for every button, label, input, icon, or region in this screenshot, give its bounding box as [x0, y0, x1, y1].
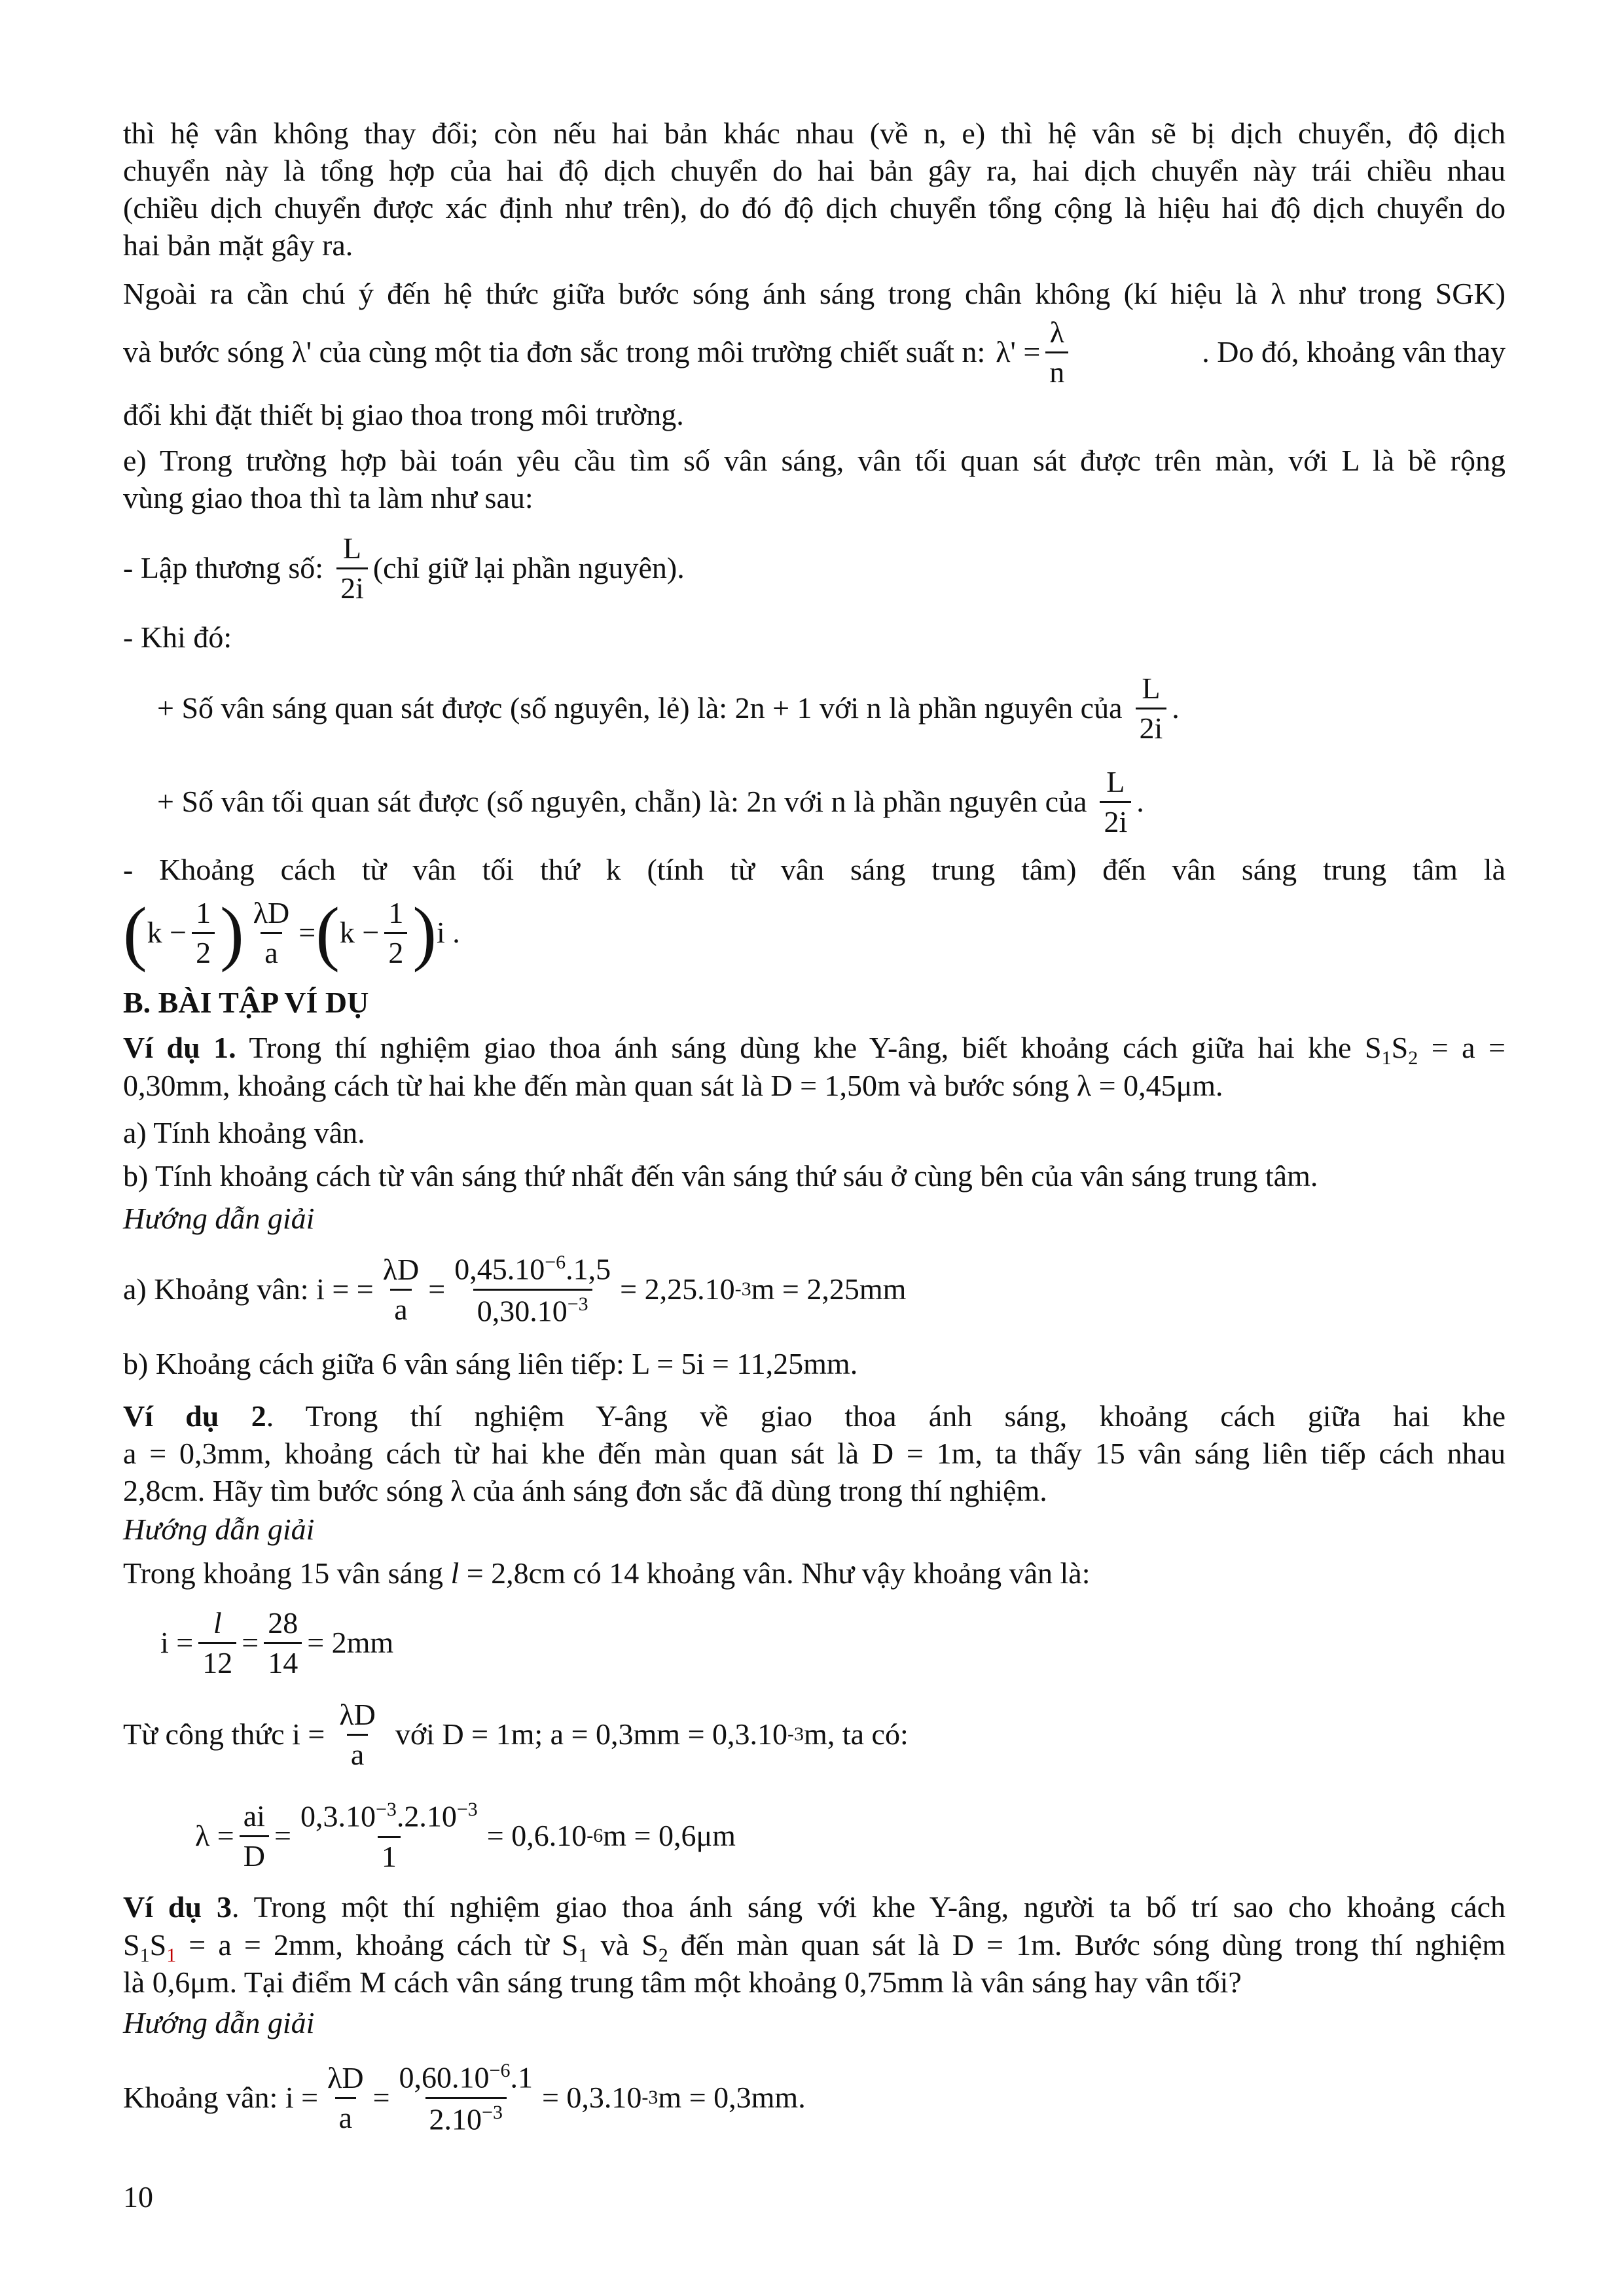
text: Trong thí nghiệm giao thoa ánh sáng dùng khe Y-âng, biết khoảng cách giữa hai khe S: [249, 1031, 1382, 1064]
exponent: -3: [734, 1278, 751, 1300]
28-over-14-fraction: [264, 1605, 302, 1679]
text: S: [123, 1928, 140, 1962]
formula-text: i =: [160, 1626, 194, 1659]
formula-text: =: [274, 1819, 291, 1852]
text: 0,3.10: [300, 1799, 376, 1833]
step2-line: - Khi đó:: [123, 620, 232, 654]
paren-open: (: [123, 893, 147, 973]
l-over-12-fraction: [198, 1605, 236, 1679]
text: .1,5: [566, 1252, 611, 1286]
fraction-numerator: λD: [327, 2060, 364, 2094]
fraction-denominator: 12: [198, 1642, 236, 1678]
text: = 0,6.10: [486, 1819, 587, 1852]
exponent: −3: [567, 1293, 588, 1315]
text: và bước sóng λ' của cùng một tia đơn sắc trong môi trường chiết suất n:: [123, 335, 986, 368]
text: .: [1136, 785, 1144, 818]
formula-text: = 2mm: [307, 1626, 394, 1659]
fraction-denominator: a: [261, 932, 281, 968]
example-label: Ví dụ 2: [123, 1399, 266, 1433]
fraction-denominator: a: [347, 1734, 368, 1770]
subscript: 1: [578, 1945, 588, 1967]
exponent: -3: [641, 2087, 659, 2108]
fraction-numerator: L: [342, 531, 361, 565]
formula-text: i .: [436, 916, 460, 949]
text: .: [1172, 691, 1180, 725]
fraction-numerator: λD: [253, 895, 290, 929]
text: 2.10: [429, 2102, 482, 2136]
fraction-numerator: 28: [268, 1605, 298, 1640]
ex2-line2: a = 0,3mm, khoảng cách từ hai khe đến màn quan sát là D = 1m, ta thấy 15 vân sáng liên tiếp cách nhau: [123, 1437, 1506, 1470]
fraction-numerator: 1: [196, 895, 211, 929]
fraction-numerator: 1: [388, 895, 404, 929]
numeric-fraction: [450, 1253, 615, 1326]
ex2-guide-heading: Hướng dẫn giải: [123, 1513, 315, 1546]
fraction-denominator: [473, 1289, 592, 1326]
fraction-denominator: 2: [192, 932, 215, 968]
text: = a =: [1418, 1031, 1506, 1064]
text: + Số vân tối quan sát được (số nguyên, chẵn) là: 2n với n là phần nguyên của: [157, 785, 1087, 818]
numeric-fraction: [395, 2061, 537, 2134]
ex1-solution-a: [123, 1247, 1506, 1332]
fraction-numerator: L: [1142, 671, 1161, 705]
step1-line: [123, 529, 1506, 607]
fraction-numerator: L: [1106, 764, 1125, 798]
text: . Do đó, khoảng vân thay: [1202, 335, 1506, 368]
fraction-denominator: 14: [264, 1642, 302, 1678]
text: Trong khoảng 15 vân sáng: [123, 1556, 451, 1590]
fraction-denominator: 2i: [1100, 801, 1131, 837]
fraction-denominator: 2i: [336, 567, 368, 603]
fraction-denominator: a: [335, 2097, 356, 2133]
ex1-question-b: b) Tính khoảng cách từ vân sáng thứ nhất đến vân sáng thứ sáu ở cùng bên của vân sáng trung tâm.: [123, 1159, 1318, 1193]
text: m, ta có:: [804, 1717, 909, 1751]
formula-text: =: [242, 1626, 259, 1659]
intro-p2-line2: [123, 313, 1506, 391]
text: = 2,25.10: [620, 1272, 735, 1306]
page-number: 10: [123, 2180, 153, 2214]
formula-text: λ' =: [996, 335, 1041, 368]
exponent: -3: [787, 1723, 804, 1745]
text: m = 2,25mm: [751, 1272, 907, 1306]
text: (chỉ giữ lại phần nguyên).: [372, 551, 685, 584]
ex1-guide-heading: Hướng dẫn giải: [123, 1202, 315, 1235]
fraction-denominator: n: [1045, 351, 1068, 387]
text: 0,30.10: [477, 1293, 568, 1327]
formula-text: =: [428, 1272, 446, 1306]
subscript: 1: [166, 1945, 177, 1967]
text: S: [149, 1928, 167, 1962]
intro-p1-line2: chuyển này là tổng hợp của hai độ dịch chuyển do hai bản gây ra, hai dịch chuyển này trái chiều nhau: [123, 154, 1506, 187]
subscript: 2: [658, 1945, 668, 1967]
ex1-solution-b: b) Khoảng cách giữa 6 vân sáng liên tiếp: L = 5i = 11,25mm.: [123, 1347, 858, 1380]
fraction-numerator: [395, 2061, 537, 2096]
text: a) Khoảng vân: i = =: [123, 1272, 374, 1306]
fraction-denominator: a: [390, 1289, 411, 1325]
subscript: 1: [1381, 1047, 1392, 1069]
ex2-i-formula: [160, 1600, 1543, 1685]
exponent: −6: [545, 1251, 566, 1274]
ex3-line3: là 0,6μm. Tại điểm M cách vân sáng trung tâm một khoảng 0,75mm là vân sáng hay vân tối?: [123, 1965, 1242, 1999]
intro-p2-line3: đổi khi đặt thiết bị giao thoa trong môi trường.: [123, 398, 684, 431]
text: đến màn quan sát là D = 1m. Bước sóng dùng trong thí nghiệm: [668, 1928, 1506, 1962]
fraction-denominator: D: [240, 1835, 269, 1871]
fraction-denominator: 2i: [1136, 708, 1167, 744]
l-over-2i-fraction: [1100, 764, 1131, 838]
lambda-d-over-a-fraction: [249, 895, 294, 969]
section-e-line2: vùng giao thoa thì ta làm như sau:: [123, 481, 533, 514]
lambda-d-over-a-fraction: [335, 1697, 380, 1771]
text: S: [1391, 1031, 1409, 1064]
ex1-line2: 0,30mm, khoảng cách từ hai khe đến màn quan sát là D = 1,50m và bước sóng λ = 0,45μm.: [123, 1069, 1223, 1102]
fraction-denominator: 1: [378, 1836, 401, 1872]
intro-p1-line4: hai bản mặt gây ra.: [123, 228, 353, 262]
fraction-numerator: ai: [243, 1799, 265, 1833]
half-fraction: [192, 895, 215, 969]
subscript: 2: [1408, 1047, 1418, 1069]
formula-text: =: [298, 916, 316, 949]
text: 0,45.10: [454, 1252, 545, 1286]
exponent: −6: [489, 2060, 511, 2082]
text: - Lập thương số:: [123, 551, 324, 584]
exponent: -6: [586, 1825, 604, 1846]
ex3-line1: [123, 1888, 1506, 1926]
example-label: Ví dụ 1.: [123, 1031, 236, 1064]
fraction-numerator: l: [213, 1605, 222, 1640]
text: = a = 2mm, khoảng cách từ S: [176, 1928, 579, 1962]
text: m = 0,6μm: [603, 1819, 736, 1852]
formula-text: k −: [147, 916, 187, 949]
dark-distance-line: - Khoảng cách từ vân tối thứ k (tính từ vân sáng trung tâm) đến vân sáng trung tâm là: [123, 853, 1506, 886]
fraction-numerator: λD: [382, 1252, 420, 1286]
example-label: Ví dụ 3: [123, 1890, 232, 1924]
section-b-heading: B. BÀI TẬP VÍ DỤ: [123, 986, 369, 1019]
fraction-numerator: λ: [1049, 315, 1064, 349]
section-e-line1: e) Trong trường hợp bài toán yêu cầu tìm số vân sáng, vân tối quan sát được trên màn, với L là bề rộng: [123, 444, 1506, 477]
text: Từ công thức i =: [123, 1717, 325, 1751]
paren-open: (: [316, 893, 340, 973]
fraction-numerator: [297, 1800, 482, 1835]
text: và S: [588, 1928, 659, 1962]
text: = 0,3.10: [541, 2081, 642, 2114]
l-over-2i-fraction: [1136, 673, 1167, 744]
text: với D = 1m; a = 0,3mm = 0,3.10: [395, 1717, 788, 1751]
lambda-d-over-a-fraction: [323, 2060, 368, 2134]
text: = 2,8cm có 14 khoảng vân. Như vậy khoảng vân là:: [459, 1556, 1091, 1590]
exponent: −3: [375, 1799, 397, 1821]
formula-text: k −: [339, 916, 380, 949]
fraction-denominator: 2: [384, 932, 407, 968]
ai-over-d-fraction: [240, 1801, 269, 1871]
text: + Số vân sáng quan sát được (số nguyên, lẻ) là: 2n + 1 với n là phần nguyên của: [157, 691, 1123, 725]
variable: l: [450, 1556, 460, 1590]
ex2-solution-line2: [123, 1695, 1506, 1774]
fraction-numerator: [450, 1253, 615, 1288]
text: Khoảng vân: i =: [123, 2081, 319, 2114]
fraction-numerator: λD: [339, 1697, 376, 1731]
dark-distance-formula: [123, 890, 1506, 975]
l-over-2i-fraction: [336, 533, 368, 603]
intro-p2-line1: Ngoài ra cần chú ý đến hệ thức giữa bước sóng ánh sáng trong chân không (kí hiệu là λ như trong SGK): [123, 277, 1506, 310]
fraction-denominator: [425, 2097, 507, 2134]
paren-close: ): [412, 893, 437, 973]
exponent: −3: [456, 1799, 478, 1821]
text: . Trong thí nghiệm Y-âng về giao thoa ánh sáng, khoảng cách giữa hai khe: [266, 1399, 1506, 1433]
lambda-d-over-a-fraction: [379, 1252, 424, 1326]
numeric-fraction: [297, 1800, 482, 1871]
text: .2.10: [396, 1799, 457, 1833]
text: . Trong một thí nghiệm giao thoa ánh sáng với khe Y-âng, người ta bố trí sao cho khoảng cách: [232, 1890, 1506, 1924]
ex3-solution: [123, 2055, 1506, 2140]
bright-count-line: [157, 669, 1540, 747]
text: 0,60.10: [399, 2060, 490, 2094]
subscript: 1: [139, 1945, 150, 1967]
dark-count-line: [157, 762, 1540, 841]
ex2-solution-line1: [123, 1554, 1506, 1592]
text: m = 0,3mm.: [658, 2081, 806, 2114]
ex2-lambda-formula: [195, 1793, 1578, 1878]
text: .1: [510, 2060, 533, 2094]
ex2-line3: 2,8cm. Hãy tìm bước sóng λ của ánh sáng đơn sắc đã dùng trong thí nghiệm.: [123, 1474, 1047, 1507]
exponent: −3: [482, 2101, 503, 2123]
intro-p1-line3: (chiều dịch chuyển được xác định như trên), do đó độ dịch chuyển tổng cộng là hiệu hai độ dịch chuyển do: [123, 191, 1506, 224]
lambda-over-n-fraction: [1045, 317, 1068, 387]
half-fraction: [384, 895, 407, 969]
paren-close: ): [220, 893, 244, 973]
ex2-line1: [123, 1397, 1506, 1435]
formula-text: =: [372, 2081, 390, 2114]
formula-text: λ =: [195, 1819, 234, 1852]
ex1-question-a: a) Tính khoảng vân.: [123, 1116, 365, 1149]
intro-p1-line1: thì hệ vân không thay đổi; còn nếu hai bản khác nhau (về n, e) thì hệ vân sẽ bị dịch chuyển, độ dịch: [123, 117, 1506, 150]
ex3-guide-heading: Hướng dẫn giải: [123, 2006, 315, 2039]
